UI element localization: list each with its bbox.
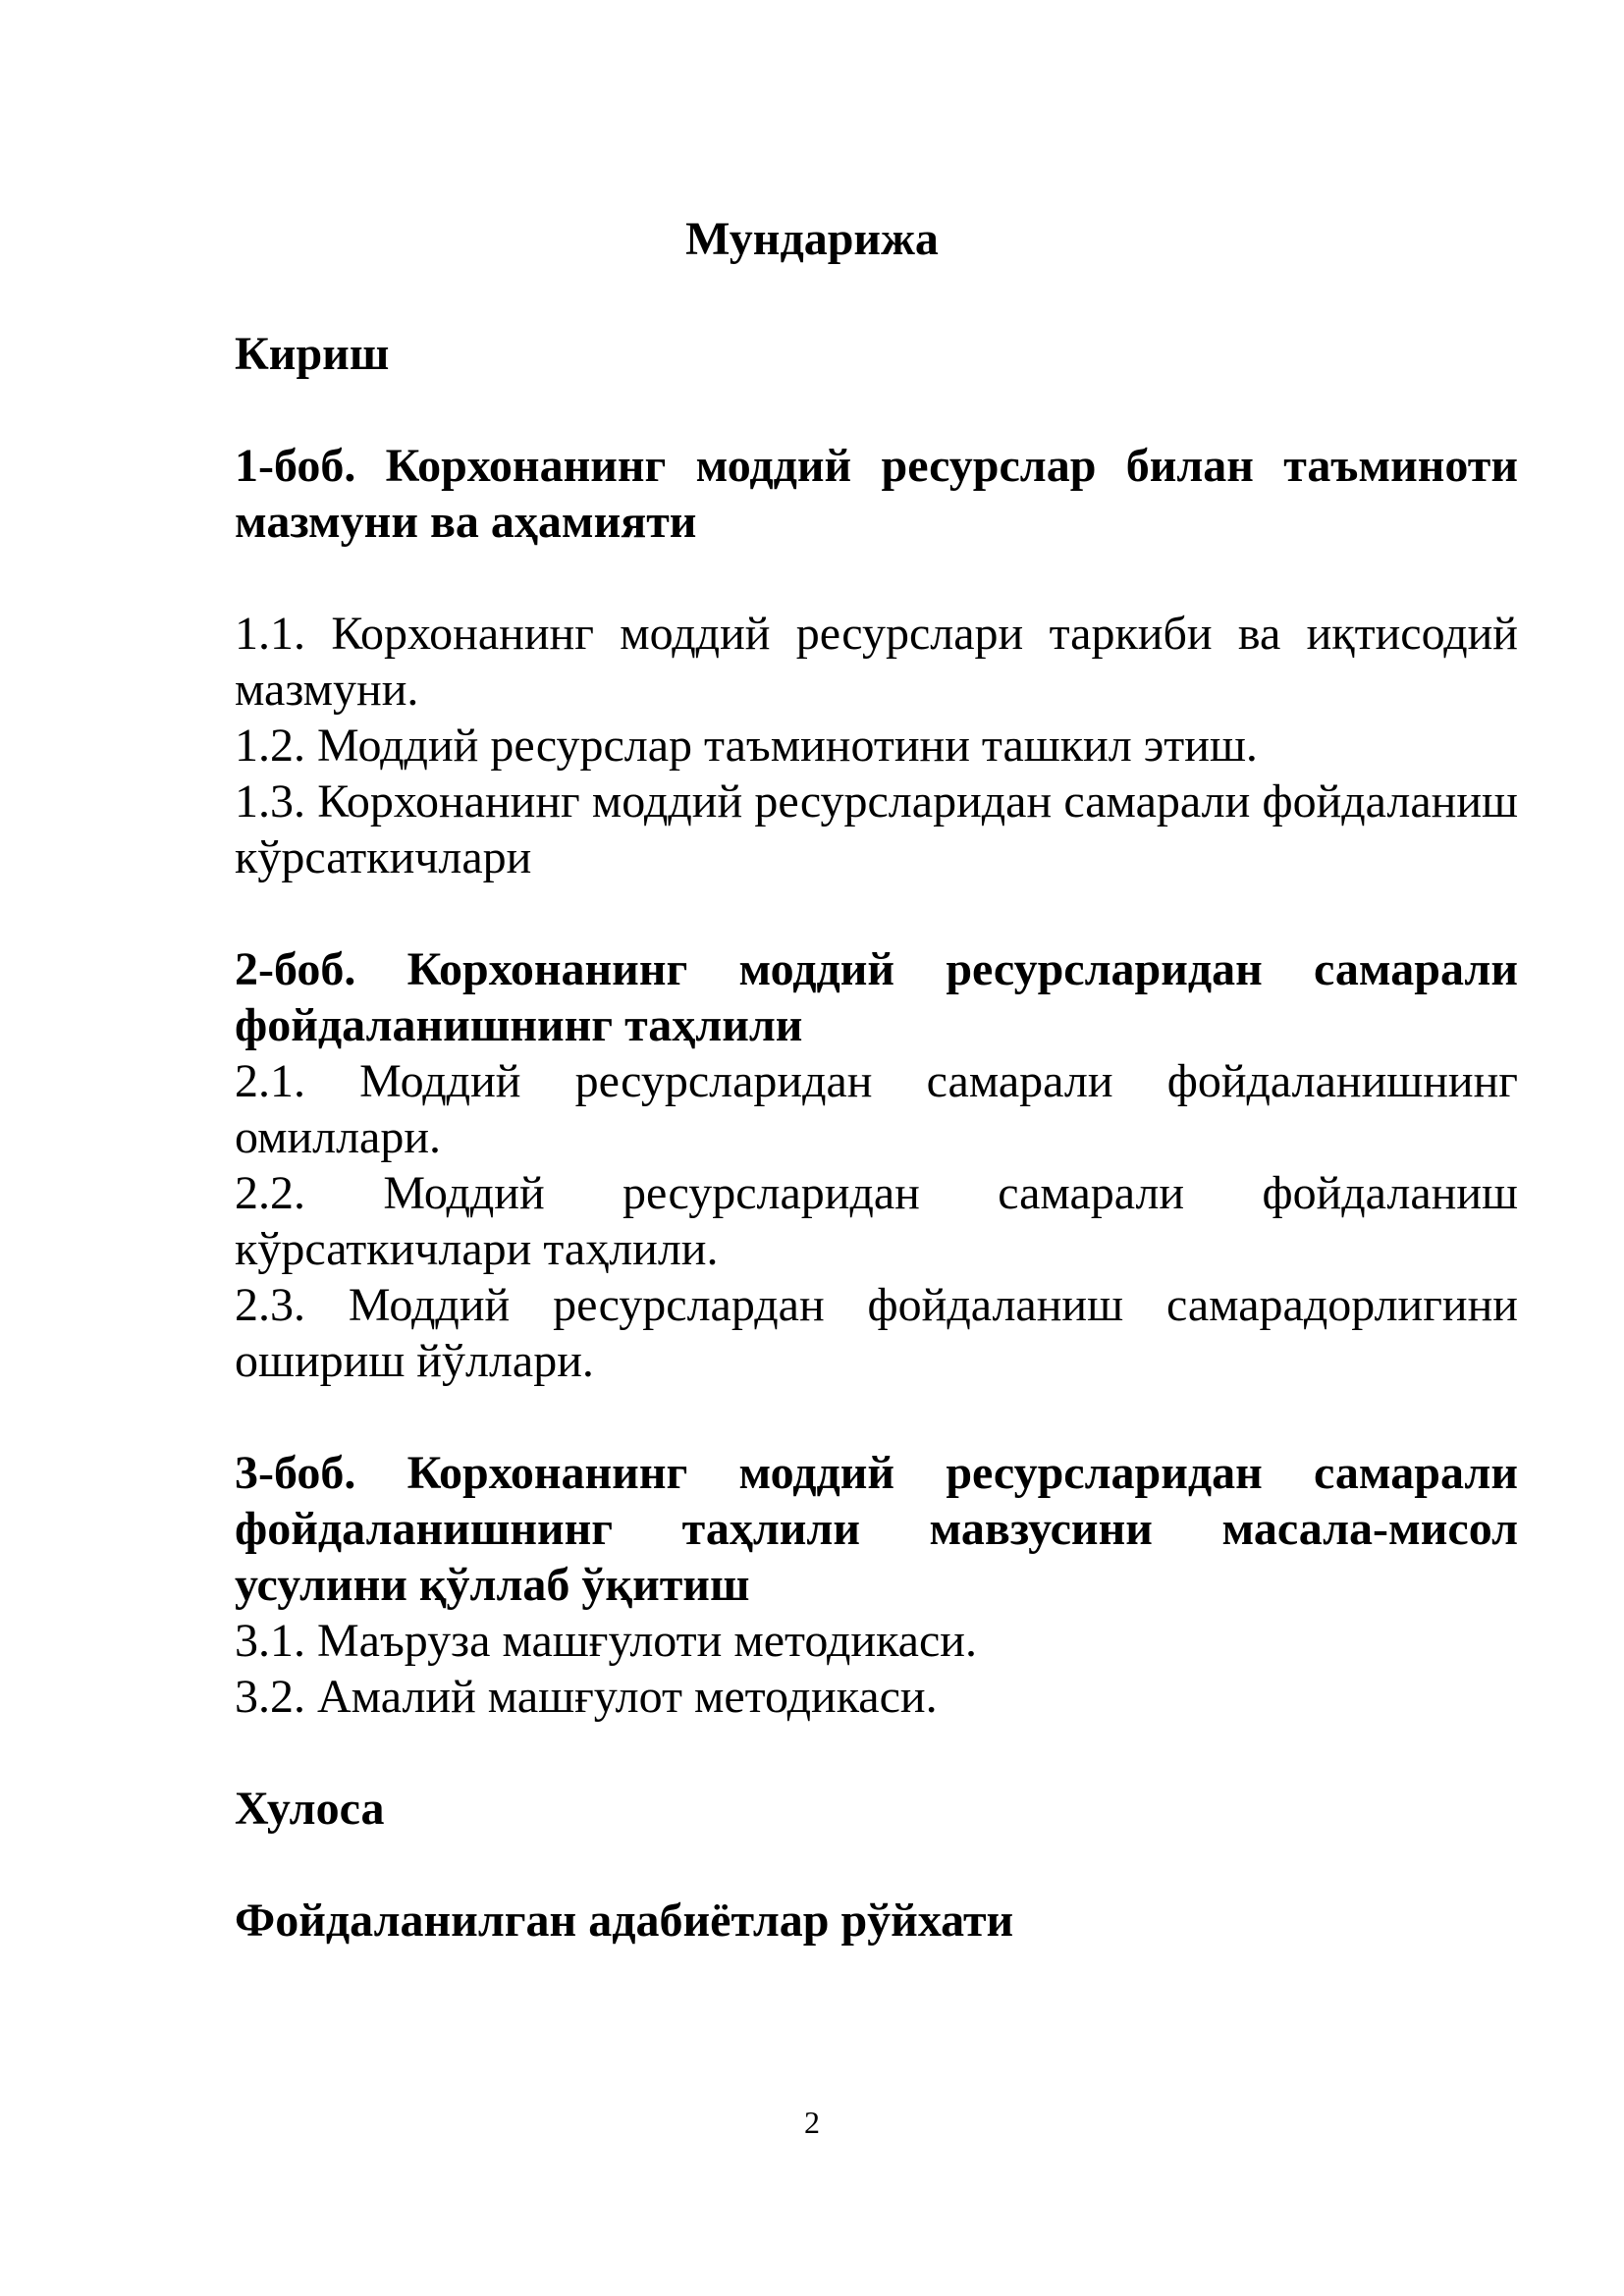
toc-intro: Кириш: [235, 328, 390, 380]
toc-item-1-2: 1.2. Моддий ресурслар таъминотини ташкил этиш.: [235, 720, 1258, 772]
chapter-2-heading: 2-боб. Корхонанинг моддий ресурсларидан самарали фойдаланишнинг таҳлили: [235, 943, 1518, 1051]
page-title: Мундарижа: [685, 213, 939, 265]
table-of-contents: [235, 326, 1518, 1949]
spacer: [235, 1725, 1518, 1781]
spacer: [235, 1837, 1518, 1893]
toc-conclusion: Хулоса: [235, 1783, 385, 1835]
toc-item-2-2: 2.2. Моддий ресурсларидан самарали фойдаланиш кўрсаткичлари таҳлили.: [235, 1167, 1518, 1275]
toc-item-2-3: 2.3. Моддий ресурслардан фойдаланиш самарадорлигини ошириш йўллари.: [235, 1279, 1518, 1387]
spacer: [235, 885, 1518, 941]
spacer: [235, 382, 1518, 438]
toc-item-2-1: 2.1. Моддий ресурсларидан самарали фойдаланишнинг омиллари.: [235, 1055, 1518, 1163]
chapter-3-heading: 3-боб. Корхонанинг моддий ресурсларидан самарали фойдаланишнинг таҳлили мавзусини масала-мисол усулини қўллаб ўқитиш: [235, 1447, 1518, 1611]
toc-item-3-2: 3.2. Амалий машғулот методикаси.: [235, 1671, 938, 1723]
toc-item-1-3: 1.3. Корхонанинг моддий ресурсларидан самарали фойдаланиш кўрсаткичлари: [235, 775, 1518, 883]
toc-item-1-1: 1.1. Корхонанинг моддий ресурслари таркиби ва иқтисодий мазмуни.: [235, 608, 1518, 716]
spacer: [235, 1389, 1518, 1445]
toc-item-3-1: 3.1. Маъруза машғулоти методикаси.: [235, 1615, 977, 1667]
page-number: 2: [804, 2105, 820, 2140]
toc-references: Фойдаланилган адабиётлар рўйхати: [235, 1895, 1014, 1947]
chapter-1-heading: 1-боб. Корхонанинг моддий ресурслар билан таъминоти мазмуни ва аҳамияти: [235, 440, 1518, 548]
spacer: [235, 550, 1518, 606]
